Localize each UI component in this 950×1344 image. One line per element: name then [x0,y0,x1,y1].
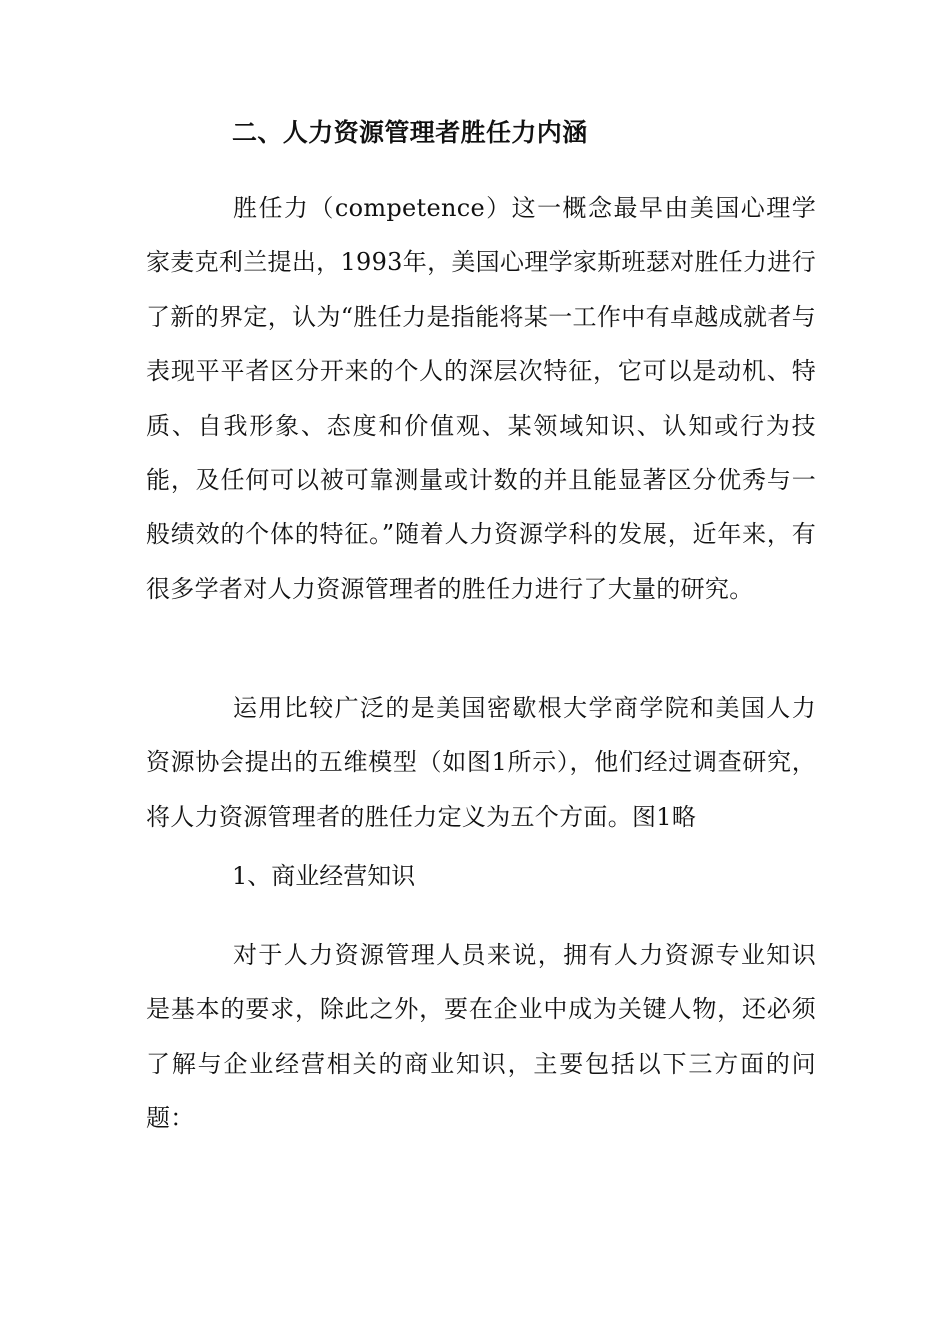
subheading-business-knowledge: 1、商业经营知识 [232,862,416,890]
paragraph-competence-definition: 胜任力（competence）这一概念最早由美国心理学家麦克利兰提出，1993年，美国心理学家斯班瑟对胜任力进行了新的界定，认为“胜任力是指能将某一工作中有卓越成就者与表现平平者区分开来的个人的深层次特征，它可以是动机、特质、自我形象、态度和价值观、某领域知识、认知或行为技能，及任何可以被可靠测量或计数的并且能显著区分优秀与一般绩效的个体的特征。”随着人力资源学科的发展，近年来，有很多学者对人力资源管理者的胜任力进行了大量的研究。 [146,194,816,603]
paragraph-business-knowledge: 对于人力资源管理人员来说，拥有人力资源专业知识是基本的要求，除此之外，要在企业中成为关键人物，还必须了解与企业经营相关的商业知识，主要包括以下三方面的问题： [146,941,816,1133]
paragraph-five-dimension-model: 运用比较广泛的是美国密歇根大学商学院和美国人力资源协会提出的五维模型（如图1所示），他们经过调查研究，将人力资源管理者的胜任力定义为五个方面。图1略 [146,694,816,831]
section-heading: 二、人力资源管理者胜任力内涵 [232,118,588,147]
